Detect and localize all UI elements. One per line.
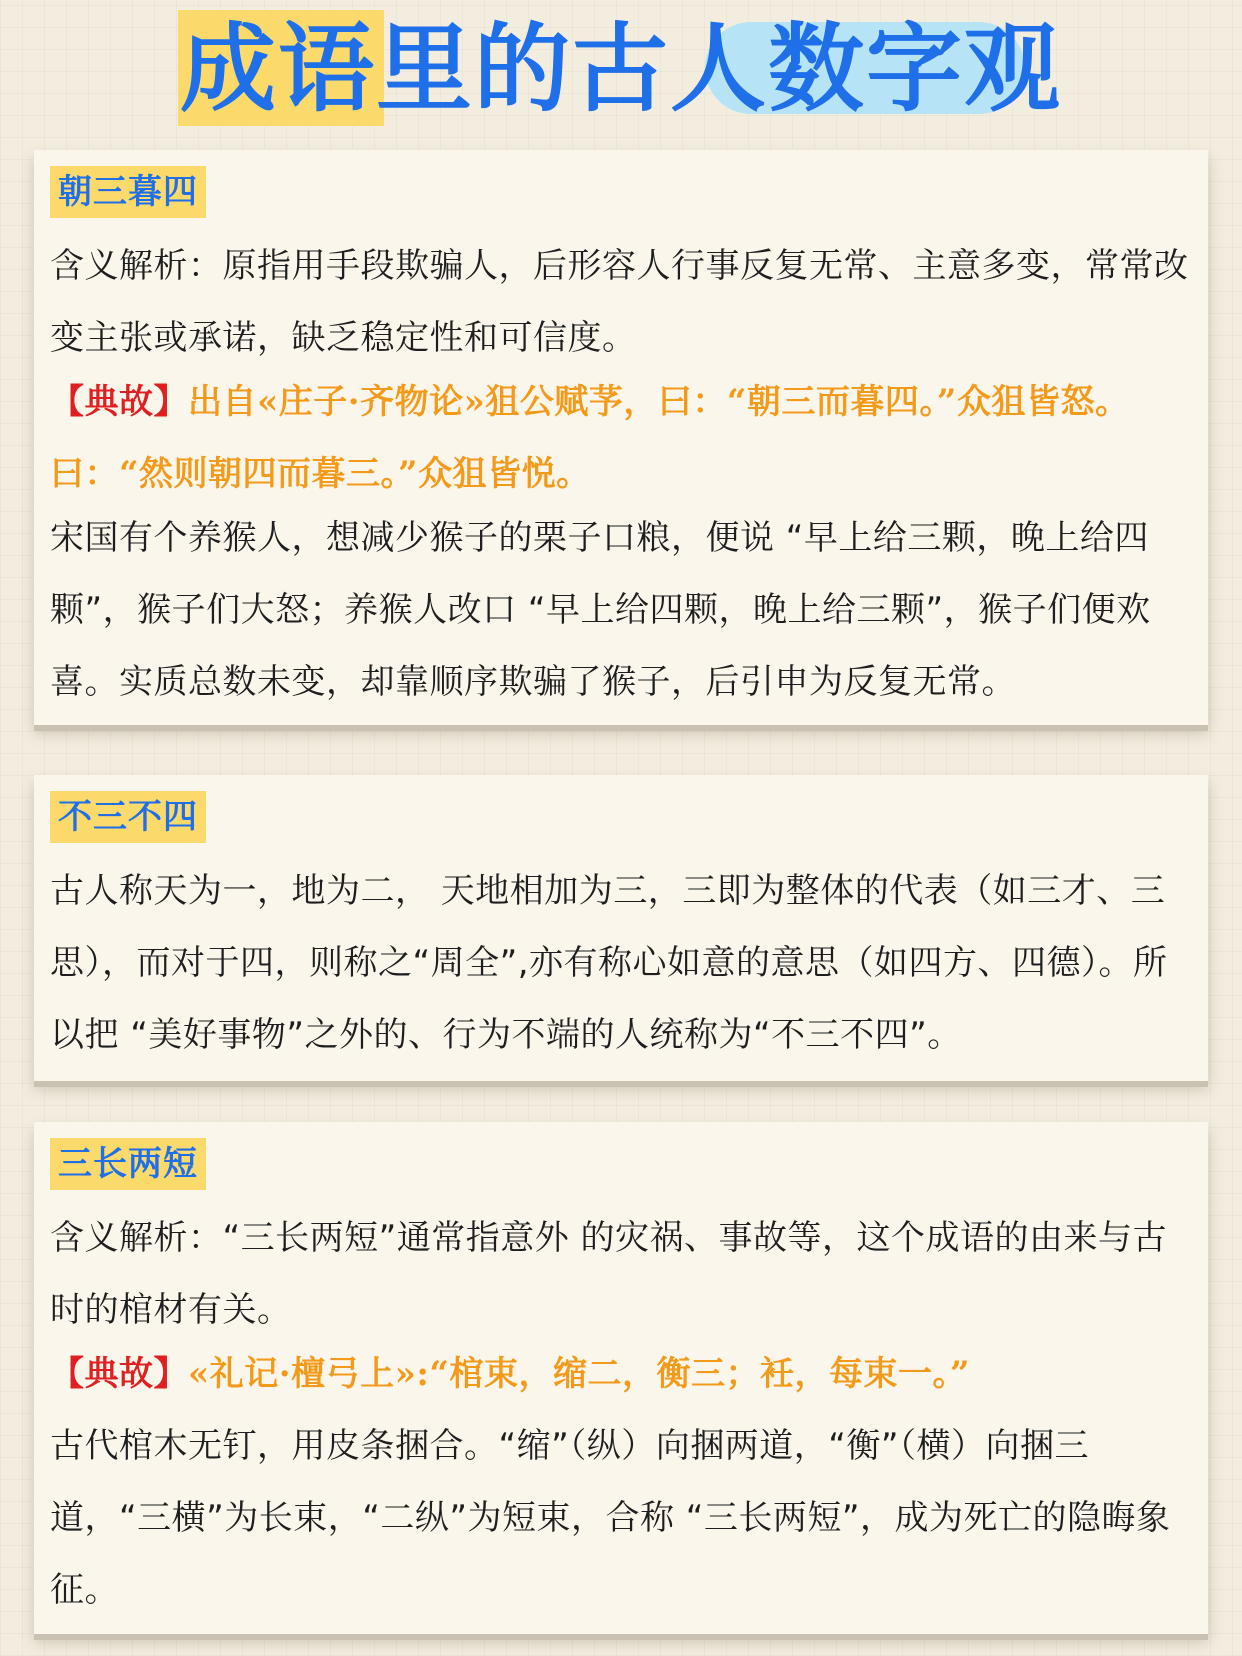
allusion-text: 出自«庄子·齐物论»狙公赋芧，曰：“朝三而暮四。”众狙皆怒。曰：“然则朝四而暮三。”众狙皆悦。 bbox=[50, 382, 1130, 494]
allusion-tag: 【典故】 bbox=[50, 1354, 188, 1394]
card-heading: 三长两短 bbox=[50, 1138, 206, 1190]
story-text: 宋国有个养猴人，想减少猴子的栗子口粮，便说 “早上给三颗，晚上给四颗”，猴子们大怒；养猴人改口 “早上给四颗，晚上给三颗”，猴子们便欢喜。实质总数未变，却靠顺序欺骗了猴子，后引申为反复无常。 bbox=[50, 518, 1151, 702]
allusion-text: «礼记·檀弓上»:“棺束，缩二，衡三；衽，每束一。” bbox=[188, 1354, 970, 1394]
allusion-note bbox=[50, 366, 1200, 510]
idiom-card-sanchangliangduan bbox=[34, 1122, 1208, 1634]
card-heading: 不三不四 bbox=[50, 791, 206, 843]
meaning-text: 含义解析：原指用手段欺骗人，后形容人行事反复无常、主意多变，常常改变主张或承诺，缺乏稳定性和可信度。 bbox=[50, 246, 1189, 358]
allusion-tag: 【典故】 bbox=[50, 382, 188, 422]
card-heading: 朝三暮四 bbox=[50, 166, 206, 218]
meaning-text: 含义解析：“三长两短”通常指意外 的灾祸、事故等，这个成语的由来与古时的棺材有关。 bbox=[50, 1218, 1168, 1330]
allusion-note bbox=[50, 1338, 1200, 1410]
story-text: 古代棺木无钉，用皮条捆合。“缩”（纵）向捆两道，“衡”（横）向捆三道，“三横”为长束，“二纵”为短束，合称 “三长两短”，成为死亡的隐晦象征。 bbox=[50, 1426, 1171, 1610]
page-header bbox=[0, 0, 1242, 140]
idiom-card-zhaosanmusi bbox=[34, 150, 1208, 725]
idiom-card-busanbusi bbox=[34, 775, 1208, 1081]
meaning-text: 古人称天为一，地为二， 天地相加为三，三即为整体的代表（如三才、三思），而对于四，则称之“周全”,亦有称心如意的意思（如四方、四德）。所以把 “美好事物”之外的、行为不端的人统称为“不三不四”。 bbox=[50, 871, 1168, 1055]
page-title: 成语里的古人数字观 bbox=[180, 13, 1062, 125]
